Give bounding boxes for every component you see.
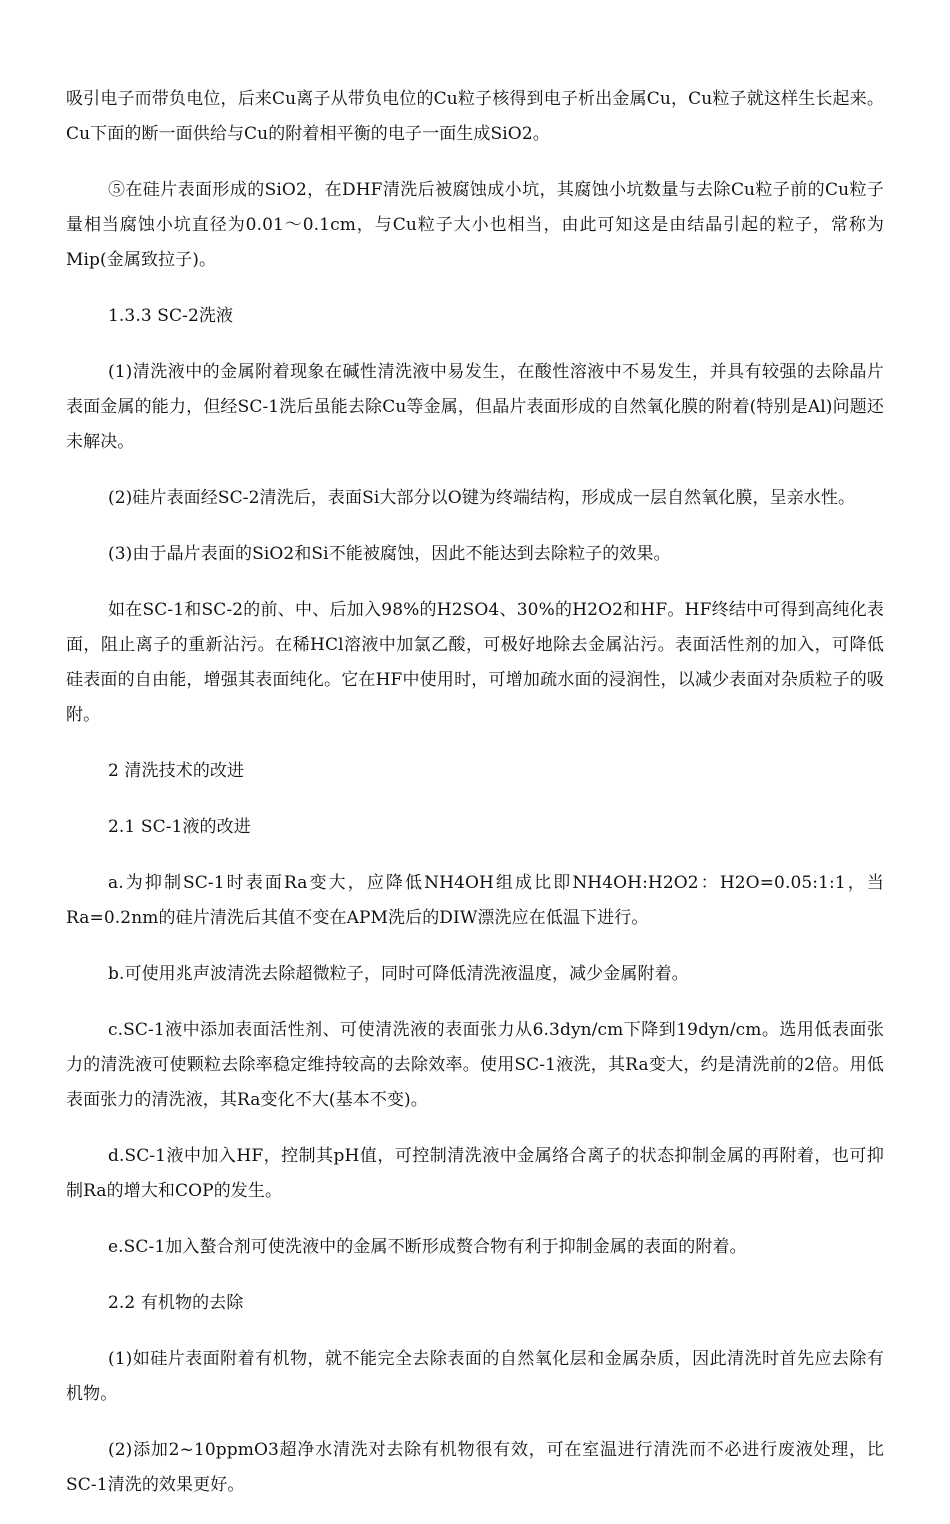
paragraph-organic-1: (1)如硅片表面附着有机物，就不能完全去除表面的自然氧化层和金属杂质，因此清洗时首先应去除有机物。 — [66, 1349, 884, 1404]
paragraph-sc2-2: (2)硅片表面经SC-2清洗后，表面Si大部分以O键为终端结构，形成成一层自然氧化膜，呈亲水性。 — [108, 488, 856, 508]
paragraph-additives: 如在SC-1和SC-2的前、中、后加入98%的H2SO4、30%的H2O2和HF。HF终结中可得到高纯化表面，阻止离子的重新沾污。在稀HCl溶液中加氯乙酸，可极好地除去金属沾污。表面活性剂的加入，可降低硅表面的自由能，增强其表面纯化。它在HF中使用时，可增加疏水面的浸润性，以减少表面对杂质粒子的吸附。 — [66, 600, 884, 725]
paragraph-item-b: b.可使用兆声波清洗去除超微粒子，同时可降低清洗液温度，减少金属附着。 — [108, 964, 689, 984]
section-heading-2: 2 清洗技术的改进 — [108, 761, 245, 781]
paragraph-continuation: 吸引电子而带负电位，后来Cu离子从带负电位的Cu粒子核得到电子析出金属Cu，Cu粒子就这样生长起来。Cu下面的断一面供给与Cu的附着相平衡的电子一面生成SiO2。 — [66, 89, 884, 144]
paragraph-item-d: d.SC-1液中加入HF，控制其pH值，可控制清洗液中金属络合离子的状态抑制金属的再附着，也可抑制Ra的增大和COP的发生。 — [66, 1146, 884, 1201]
paragraph-organic-2: (2)添加2~10ppmO3超净水清洗对去除有机物很有效，可在室温进行清洗而不必进行废液处理，比SC-1清洗的效果更好。 — [66, 1440, 884, 1495]
paragraph-item-e: e.SC-1加入螯合剂可使洗液中的金属不断形成赘合物有利于抑制金属的表面的附着。 — [108, 1237, 747, 1257]
document-page — [66, 82, 884, 1524]
paragraph-item-5: ⑤在硅片表面形成的SiO2，在DHF清洗后被腐蚀成小坑，其腐蚀小坑数量与去除Cu粒子前的Cu粒子量相当腐蚀小坑直径为0.01～0.1cm，与Cu粒子大小也相当，由此可知这是由结晶引起的粒子，常称为Mip(金属致拉子)。 — [66, 180, 884, 270]
section-heading-1-3-3: 1.3.3 SC-2洗液 — [108, 306, 234, 326]
section-heading-2-1: 2.1 SC-1液的改进 — [108, 817, 251, 837]
paragraph-item-c: c.SC-1液中添加表面活性剂、可使清洗液的表面张力从6.3dyn/cm下降到19dyn/cm。选用低表面张力的清洗液可使颗粒去除率稳定维持较高的去除效率。使用SC-1液洗，其Ra变大，约是清洗前的2倍。用低表面张力的清洗液，其Ra变化不大(基本不变)。 — [66, 1020, 884, 1110]
section-heading-2-2: 2.2 有机物的去除 — [108, 1293, 244, 1313]
paragraph-item-a: a.为抑制SC-1时表面Ra变大，应降低NH4OH组成比即NH4OH:H2O2：H2O=0.05:1:1，当Ra=0.2nm的硅片清洗后其值不变在APM洗后的DIW漂洗应在低温下进行。 — [66, 873, 884, 928]
paragraph-sc2-3: (3)由于晶片表面的SiO2和Si不能被腐蚀，因此不能达到去除粒子的效果。 — [108, 544, 671, 564]
paragraph-sc2-1: (1)清洗液中的金属附着现象在碱性清洗液中易发生，在酸性溶液中不易发生，并具有较强的去除晶片表面金属的能力，但经SC-1洗后虽能去除Cu等金属，但晶片表面形成的自然氧化膜的附着(特别是Al)问题还未解决。 — [66, 362, 884, 452]
